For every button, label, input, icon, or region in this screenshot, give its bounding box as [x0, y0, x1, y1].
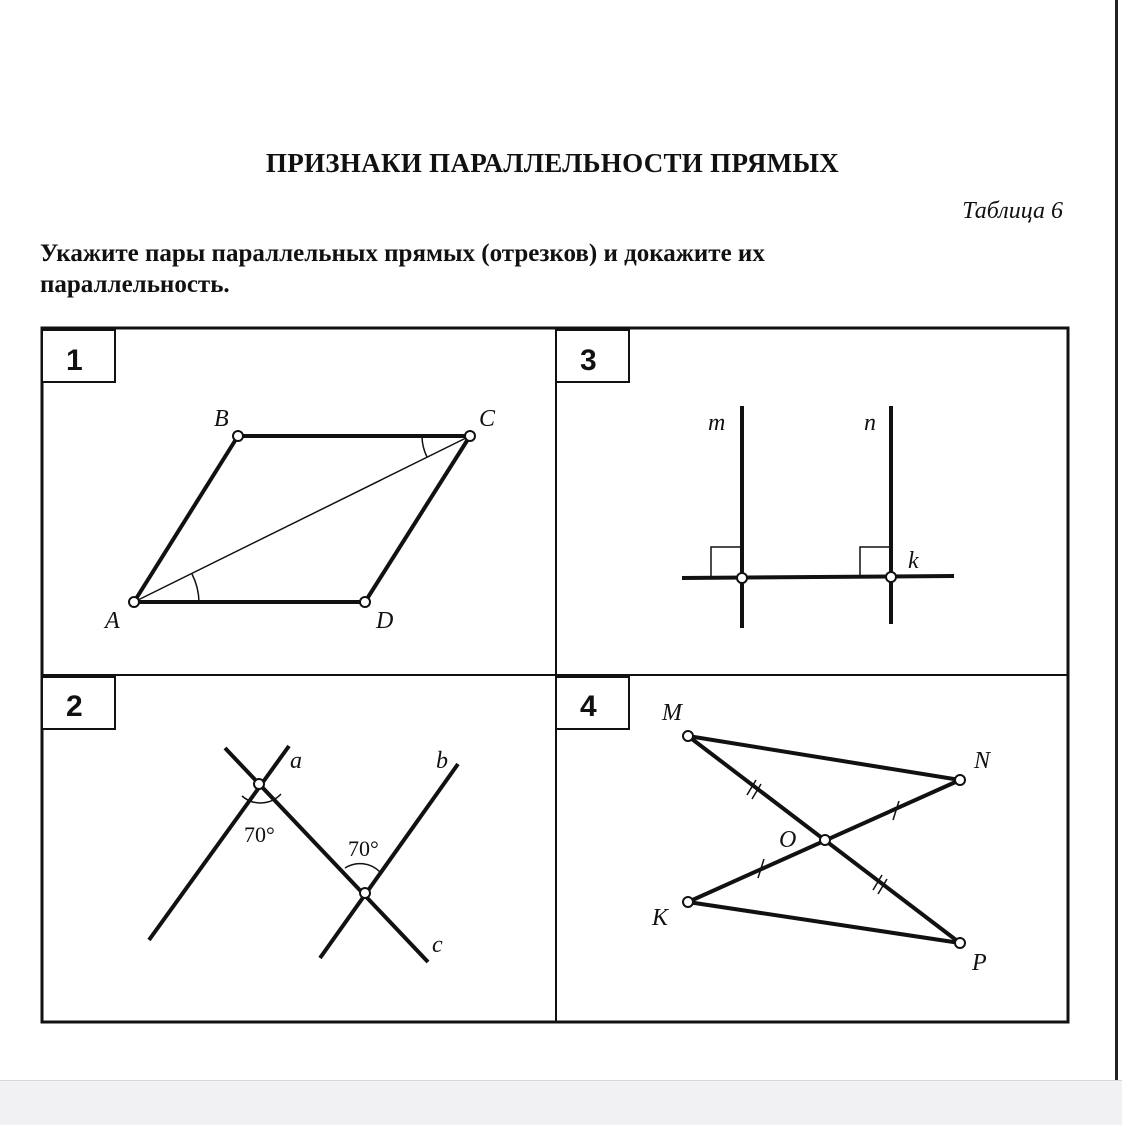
label-line-k: k: [908, 548, 919, 574]
angle-label-2: 70°: [348, 836, 379, 861]
point-k: [683, 897, 693, 907]
intersection-point-bc: [360, 888, 370, 898]
table-grid: [42, 328, 1068, 1022]
label-b: B: [214, 406, 229, 432]
point-n: [955, 775, 965, 785]
intersection-point-mk: [737, 573, 747, 583]
table-label: Таблица 6: [962, 198, 1063, 224]
label-line-b: b: [436, 748, 448, 774]
label-line-m: m: [708, 410, 726, 436]
label-line-c: c: [432, 932, 443, 958]
point-m: [683, 731, 693, 741]
panel-2-angles: [42, 677, 458, 962]
label-p: P: [972, 950, 987, 976]
label-n: N: [974, 748, 991, 774]
angle-label-1: 70°: [244, 822, 275, 847]
point-o: [820, 835, 830, 845]
panel-2-number: 2: [66, 690, 83, 723]
label-o: O: [779, 827, 797, 853]
label-c: C: [479, 406, 496, 432]
label-line-n: n: [864, 410, 876, 436]
panel-4-number: 4: [580, 690, 597, 723]
page-title: ПРИЗНАКИ ПАРАЛЛЕЛЬНОСТИ ПРЯМЫХ: [265, 148, 840, 178]
label-m: M: [662, 700, 682, 726]
label-line-a: a: [290, 748, 302, 774]
point-b: [233, 431, 243, 441]
label-d: D: [376, 608, 394, 634]
viewer-bottom-bar: [0, 1080, 1122, 1125]
point-a: [129, 597, 139, 607]
label-k: K: [652, 905, 669, 931]
panel-1-number: 1: [66, 344, 83, 377]
task-instruction: Укажите пары параллельных прямых (отрезков) и докажите их параллельность.: [40, 240, 765, 298]
point-p: [955, 938, 965, 948]
panel-1-parallelogram: [42, 330, 496, 634]
intersection-point-ac: [254, 779, 264, 789]
label-a: A: [105, 608, 120, 634]
panel-4-triangles: [556, 677, 992, 976]
point-c: [465, 431, 475, 441]
intersection-point-nk: [886, 572, 896, 582]
point-d: [360, 597, 370, 607]
panel-3-number: 3: [580, 344, 597, 377]
panel-3-perpendiculars: [556, 330, 954, 628]
